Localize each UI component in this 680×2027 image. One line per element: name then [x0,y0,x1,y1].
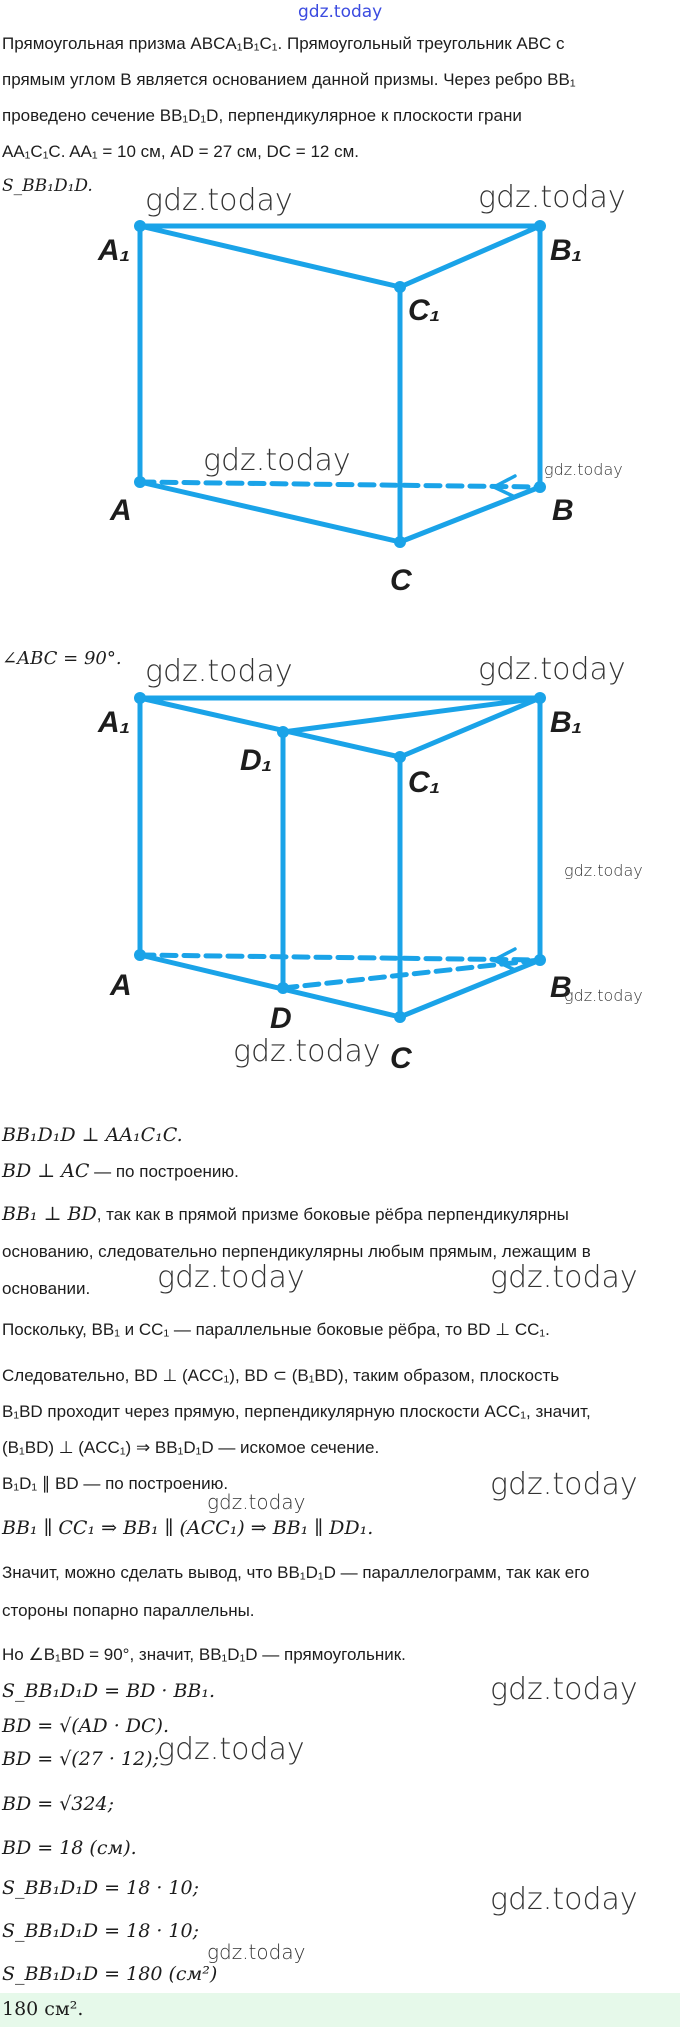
watermark: gdz.today [233,1034,381,1069]
solution-line-13: стороны попарно параллельны. [2,1601,255,1620]
label-c1: C₁ [408,294,441,327]
edge-bc [400,487,540,542]
formula-4: BD = √324; [2,1793,114,1815]
figure-prism [0,190,680,610]
solution-line-2: BD ⊥ AC — по построению. [2,1160,239,1182]
problem-line-3: проведено сечение BB₁D₁D, перпендикулярное к плоскости грани [2,106,522,125]
solution-line-4: основанию, следовательно перпендикулярны любым прямым, лежащим в [2,1242,591,1261]
label-b: B [552,494,574,527]
solution-line-14: Но ∠B₁BD = 90°, значит, BB₁D₁D — прямоугольник. [2,1645,406,1664]
watermark: gdz.today [145,183,293,218]
formula-1: S_BB₁D₁D = BD · BB₁. [2,1680,216,1702]
edge-ac [140,482,400,542]
watermark: gdz.today [207,1490,306,1514]
label-b1: B₁ [550,706,583,739]
solution-line-1: BB₁D₁D ⊥ AA₁C₁C. [2,1124,183,1146]
solution-line-9: (B₁BD) ⊥ (ACC₁) ⇒ BB₁D₁D — искомое сечение. [2,1438,380,1457]
edge-a1c1 [140,226,400,287]
solution-line-10: B₁D₁ ∥ BD — по построению. [2,1474,229,1493]
watermark: gdz.today [490,1882,638,1917]
formula-6: S_BB₁D₁D = 18 · 10; [2,1877,200,1899]
solution-line-12: Значит, можно сделать вывод, что BB₁D₁D — параллелограмм, так как его [2,1563,590,1582]
label-a: A [110,969,132,1002]
label-d1: D₁ [240,744,273,777]
formula-5: BD = 18 (см). [2,1837,137,1859]
watermark: gdz.today [478,652,626,687]
watermark: gdz.today [157,1732,305,1767]
watermark: gdz.today [544,460,623,479]
problem-line-1: Прямоугольная призма ABCA₁B₁C₁. Прямоугольный треугольник ABC с [2,34,565,53]
label-b1: B₁ [550,234,583,267]
label-d: D [270,1002,292,1035]
answer-box [0,1993,680,2027]
solution-line-11: BB₁ ∥ CC₁ ⇒ BB₁ ∥ (ACC₁) ⇒ BB₁ ∥ DD₁. [2,1517,374,1539]
label-c1: C₁ [408,766,441,799]
edge-ab-hidden [140,482,540,487]
problem-line-2: прямым углом B является основанием данной призмы. Через ребро BB₁ [2,70,576,89]
watermark: gdz.today [490,1467,638,1502]
watermark: gdz.today [478,180,626,215]
problem-line-4: AA₁C₁C. AA₁ = 10 см, AD = 27 см, DC = 12 см. [2,142,359,161]
angle-note: ∠ABC = 90°. [2,648,122,669]
watermark: gdz.today [490,1260,638,1295]
watermark: gdz.today [564,986,643,1005]
label-a: A [110,494,132,527]
answer-text: 180 см². [2,1998,84,2020]
solution-line-5: основании. [2,1279,91,1298]
label-a1: A₁ [98,706,131,739]
problem-line-5: S_BB₁D₁D. [2,176,93,196]
solution-line-3: BB₁ ⊥ BD, так как в прямой призме боковые рёбра перпендикулярны [2,1203,569,1225]
label-a1: A₁ [98,234,131,267]
edge-b1c1 [400,226,540,287]
label-c: C [390,1042,412,1075]
watermark: gdz.today [207,1940,306,1964]
solution-line-8: B₁BD проходит через прямую, перпендикулярную плоскости ACC₁, значит, [2,1402,591,1421]
site-link[interactable]: gdz.today [298,2,383,22]
label-c: C [390,564,412,597]
formula-8: S_BB₁D₁D = 180 (см²) [2,1963,218,1985]
watermark: gdz.today [157,1260,305,1295]
watermark: gdz.today [145,654,293,689]
watermark: gdz.today [490,1672,638,1707]
watermark: gdz.today [203,443,351,478]
label-b: B [550,971,572,1004]
watermark: gdz.today [564,861,643,880]
solution-line-6: Поскольку, BB₁ и CC₁ — параллельные боковые рёбра, то BD ⊥ CC₁. [2,1320,550,1339]
formula-7: S_BB₁D₁D = 18 · 10; [2,1920,200,1942]
formula-3: BD = √(27 · 12); [2,1748,160,1770]
formula-2: BD = √(AD · DC). [2,1715,170,1737]
solution-line-7: Следовательно, BD ⊥ (ACC₁), BD ⊂ (B₁BD), таким образом, плоскость [2,1366,560,1385]
